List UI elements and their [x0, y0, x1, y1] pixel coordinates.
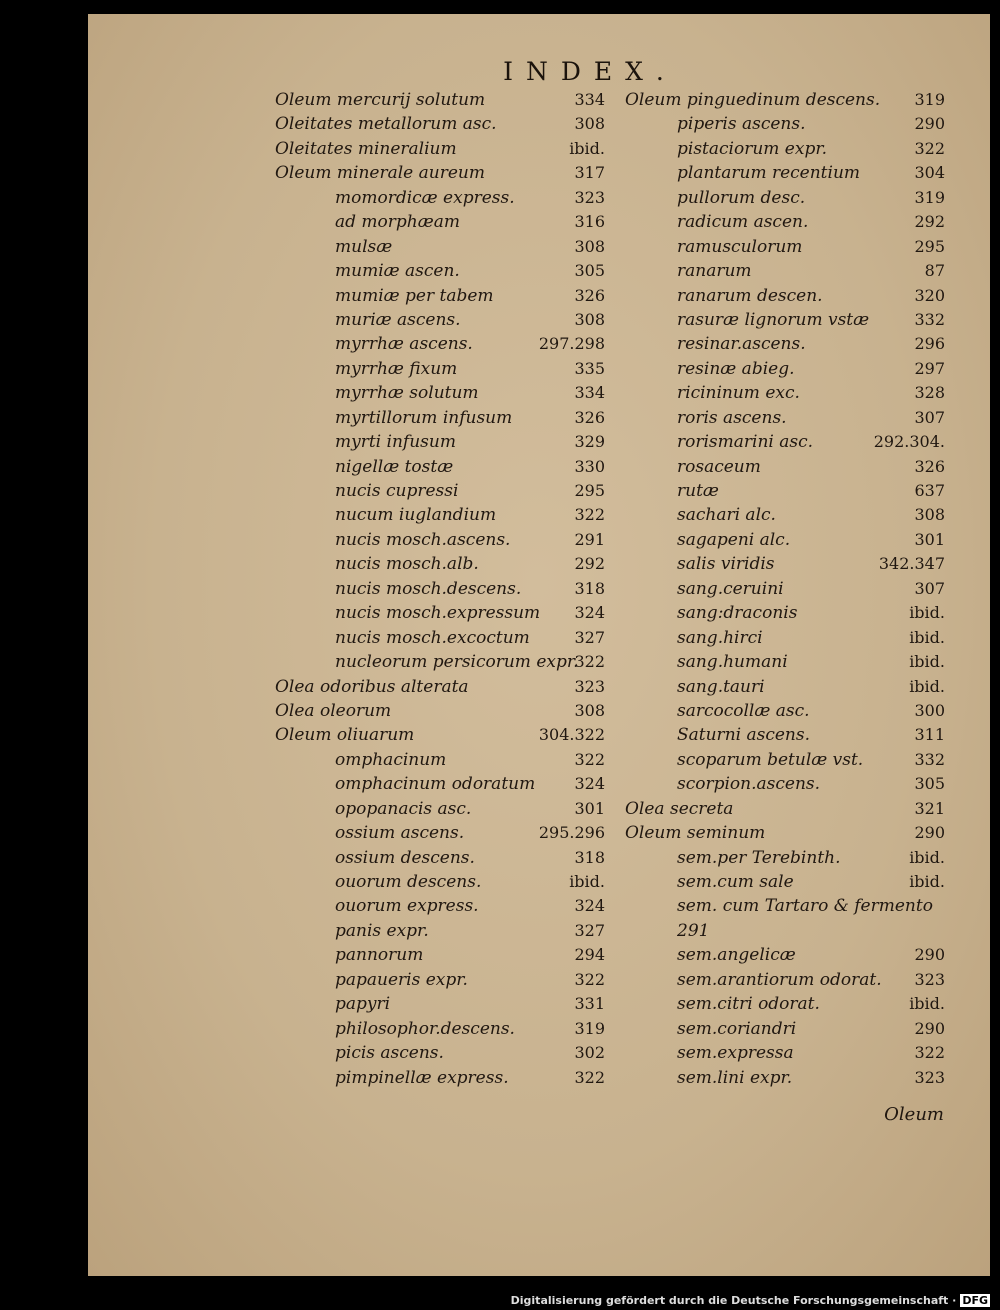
entry-page: 335: [574, 358, 605, 378]
entry-label: sem. cum Tartaro & fermento: [677, 896, 933, 917]
entry-label: rorismarini asc.: [677, 432, 814, 453]
entry-page: 322: [574, 969, 605, 989]
entry-page: 328: [914, 383, 945, 403]
index-entry: [625, 235, 945, 259]
entry-page: ibid.: [909, 847, 945, 867]
entry-page: ibid.: [909, 872, 945, 891]
entry-label: pannorum: [335, 945, 424, 966]
entry-label: rutæ: [677, 481, 719, 501]
entry-page: 292.304.: [873, 432, 945, 452]
entry-page: 87: [924, 261, 945, 281]
entry-label: papaueris expr.: [335, 969, 468, 990]
entry-page: 295: [574, 481, 605, 500]
entry-label: panis expr.: [335, 920, 429, 941]
index-entry: [275, 284, 605, 308]
index-entry: [625, 528, 945, 552]
entry-page: 318: [574, 578, 605, 598]
entry-label: ossium ascens.: [335, 823, 465, 844]
index-entry: [625, 503, 945, 527]
entry-page: 291: [574, 529, 605, 549]
index-entry: [275, 406, 605, 430]
index-entry: [625, 137, 945, 161]
index-entry: [275, 528, 605, 552]
index-entry: [625, 675, 945, 699]
entry-label: myrtillorum infusum: [335, 407, 513, 428]
entry-label: nucis mosch.excoctum: [335, 627, 530, 648]
index-entry: [625, 943, 945, 967]
index-entry: [275, 259, 605, 283]
index-entry: [275, 870, 605, 894]
index-entry: [275, 748, 605, 772]
entry-page: 292: [574, 554, 605, 574]
entry-label: ossium descens.: [335, 847, 475, 868]
entry-page: 322: [914, 1043, 945, 1063]
entry-label: nucis mosch.descens.: [335, 578, 522, 599]
entry-label: momordicæ express.: [335, 187, 515, 208]
index-entry: [625, 626, 945, 650]
entry-page: 326: [574, 285, 605, 305]
index-entry: [625, 894, 945, 918]
index-entry: [275, 137, 605, 161]
entry-page: 304: [914, 163, 945, 183]
entry-page: 316: [574, 212, 605, 232]
entry-page: 304.322: [538, 725, 605, 745]
index-entry: [625, 846, 945, 870]
index-entry: [625, 748, 945, 772]
index-entry: [625, 577, 945, 601]
index-entry: [275, 332, 605, 356]
index-entry: [275, 968, 605, 992]
index-entry: [275, 503, 605, 527]
entry-label: roris ascens.: [677, 407, 787, 428]
entry-page: 322: [574, 749, 605, 769]
entry-label: Oleitates mineralium: [275, 138, 457, 159]
index-entry: [275, 430, 605, 454]
entry-label: muriæ ascens.: [335, 309, 461, 330]
digitization-footer: [511, 1294, 990, 1307]
index-entry: [625, 870, 945, 894]
index-entry: [625, 259, 945, 283]
index-entry: [625, 1017, 945, 1041]
entry-label: pistaciorum expr.: [677, 138, 827, 159]
entry-page: ibid.: [909, 603, 945, 623]
index-entry: [625, 430, 945, 454]
entry-label: ouorum express.: [335, 896, 479, 917]
entry-label: pimpinellæ express.: [335, 1067, 509, 1088]
entry-page: 318: [574, 847, 605, 867]
index-entry: [275, 186, 605, 210]
index-entry: [275, 846, 605, 870]
index-entry: [625, 357, 945, 381]
entry-page: 290: [914, 945, 945, 965]
entry-page: 321: [914, 798, 945, 818]
entry-label: sem.citri odorat.: [677, 994, 820, 1015]
entry-page: 290: [914, 823, 945, 843]
entry-label: nucis mosch.expressum: [335, 603, 541, 624]
entry-label: 291: [677, 920, 710, 941]
entry-page: 334: [574, 383, 605, 403]
index-entry: [275, 1066, 605, 1090]
entry-label: Olea odoribus alterata: [275, 676, 469, 697]
index-entry: [275, 821, 605, 845]
index-entry: [625, 919, 945, 943]
entry-label: nucum iuglandium: [335, 505, 497, 526]
entry-label: sang.ceruini: [677, 578, 784, 599]
index-entry: [275, 455, 605, 479]
index-entry: [275, 161, 605, 185]
index-entry: [625, 723, 945, 747]
entry-label: papyri: [335, 994, 391, 1015]
entry-page: 332: [914, 309, 945, 329]
entry-page: 322: [574, 1067, 605, 1087]
entry-page: 319: [914, 187, 945, 207]
entry-page: 296: [914, 334, 945, 354]
index-entry: [275, 650, 605, 674]
entry-label: sem.angelicæ: [677, 945, 796, 966]
entry-page: 295: [914, 236, 945, 256]
entry-page: 300: [914, 700, 945, 720]
index-column-left: [275, 88, 605, 1090]
entry-page: 334: [574, 90, 605, 109]
entry-page: 305: [574, 261, 605, 281]
entry-page: 323: [914, 969, 945, 989]
entry-page: 305: [914, 774, 945, 794]
index-entry: [625, 772, 945, 796]
index-entry: [275, 88, 605, 112]
entry-label: ramusculorum: [677, 236, 803, 257]
entry-label: Oleitates metallorum asc.: [275, 114, 497, 135]
entry-label: ouorum descens.: [335, 872, 482, 892]
entry-label: Olea oleorum: [275, 700, 392, 721]
catchword: Oleum: [884, 1104, 944, 1125]
entry-label: sang.tauri: [677, 676, 765, 697]
index-entry: [625, 284, 945, 308]
index-entry: [625, 381, 945, 405]
index-entry: [275, 1041, 605, 1065]
index-entry: [275, 601, 605, 625]
index-entry: [625, 1066, 945, 1090]
entry-page: 295.296: [538, 823, 605, 843]
entry-page: 331: [574, 994, 605, 1014]
entry-page: 308: [574, 309, 605, 329]
index-entry: [275, 552, 605, 576]
entry-page: 317: [574, 163, 605, 183]
entry-page: 320: [914, 285, 945, 305]
entry-label: ricininum exc.: [677, 383, 800, 404]
entry-label: scorpion.ascens.: [677, 774, 821, 795]
entry-page: 324: [574, 603, 605, 623]
entry-page: 308: [574, 700, 605, 720]
index-entry: [625, 455, 945, 479]
entry-label: piperis ascens.: [677, 114, 806, 135]
index-entry: [625, 1041, 945, 1065]
index-column-right: [625, 88, 945, 1090]
entry-label: sem.per Terebinth.: [677, 847, 841, 868]
entry-page: 326: [574, 407, 605, 427]
entry-page: 322: [914, 138, 945, 158]
index-entry: [275, 626, 605, 650]
entry-page: 311: [914, 725, 945, 745]
entry-page: 323: [914, 1067, 945, 1087]
dfg-logo: DFG: [962, 1294, 988, 1307]
index-entry: [275, 235, 605, 259]
footer-text: Digitalisierung gefördert durch die Deutsche Forschungsgemeinschaft ·: [510, 1294, 957, 1307]
entry-page: 302: [574, 1043, 605, 1063]
entry-page: 322: [574, 505, 605, 525]
entry-page: 326: [914, 456, 945, 476]
index-entry: [625, 210, 945, 234]
entry-page: ibid.: [909, 676, 945, 696]
entry-page: 323: [574, 676, 605, 696]
entry-page: 290: [914, 1018, 945, 1038]
index-entry: [275, 772, 605, 796]
index-entry: [275, 357, 605, 381]
entry-page: ibid.: [909, 994, 945, 1014]
entry-page: 637: [914, 481, 945, 500]
entry-label: nucis mosch.ascens.: [335, 529, 511, 550]
index-entry: [275, 943, 605, 967]
index-entry: [625, 821, 945, 845]
entry-label: opopanacis asc.: [335, 798, 472, 819]
entry-label: myrrhæ solutum: [335, 383, 479, 404]
entry-label: salis viridis: [677, 554, 775, 575]
index-entry: [275, 308, 605, 332]
entry-label: ranarum descen.: [677, 285, 823, 306]
index-entry: [625, 161, 945, 185]
entry-label: Saturni ascens.: [677, 725, 810, 746]
entry-label: plantarum recentium: [677, 163, 861, 184]
entry-page: 324: [574, 896, 605, 916]
index-entry: [275, 1017, 605, 1041]
entry-label: Oleum oliuarum: [275, 725, 415, 746]
entry-label: resinar.ascens.: [677, 334, 806, 355]
index-entry: [625, 479, 945, 503]
entry-page: 294: [574, 945, 605, 965]
entry-page: 319: [914, 90, 945, 109]
index-entry: [625, 797, 945, 821]
entry-page: ibid.: [909, 627, 945, 647]
entry-label: nucis cupressi: [335, 481, 459, 501]
entry-label: sem.lini expr.: [677, 1067, 793, 1088]
entry-page: 290: [914, 114, 945, 134]
entry-label: nucleorum persicorum expr.: [335, 652, 579, 673]
entry-page: 319: [574, 1018, 605, 1038]
entry-page: 324: [574, 774, 605, 794]
entry-page: 308: [914, 505, 945, 525]
index-entry: [275, 797, 605, 821]
entry-page: 301: [914, 529, 945, 549]
entry-label: sang.humani: [677, 652, 788, 673]
entry-page: 323: [574, 187, 605, 207]
entry-label: nucis mosch.alb.: [335, 554, 479, 575]
entry-label: myrrhæ ascens.: [335, 334, 473, 355]
entry-label: resinæ abieg.: [677, 358, 795, 379]
entry-label: ad morphæam: [335, 212, 460, 233]
entry-label: mumiæ ascen.: [335, 261, 460, 282]
entry-label: omphacinum odoratum: [335, 774, 536, 795]
index-entry: [275, 210, 605, 234]
entry-page: ibid.: [569, 872, 605, 891]
entry-label: myrti infusum: [335, 432, 456, 453]
entry-label: sem.coriandri: [677, 1018, 797, 1039]
index-entry: [625, 186, 945, 210]
entry-label: philosophor.descens.: [335, 1018, 515, 1039]
index-entry: [275, 699, 605, 723]
entry-label: sang:draconis: [677, 603, 798, 624]
entry-page: ibid.: [569, 138, 605, 158]
entry-label: sarcocollæ asc.: [677, 700, 810, 721]
entry-page: 327: [574, 920, 605, 940]
entry-label: scoparum betulæ vst.: [677, 749, 864, 770]
entry-page: 307: [914, 578, 945, 598]
page-header: INDEX.: [503, 57, 677, 86]
index-entry: [275, 112, 605, 136]
entry-page: 308: [574, 236, 605, 256]
index-entry: [625, 112, 945, 136]
entry-page: 330: [574, 456, 605, 476]
entry-label: sachari alc.: [677, 505, 776, 526]
index-entry: [275, 894, 605, 918]
entry-page: 307: [914, 407, 945, 427]
entry-label: rosaceum: [677, 456, 761, 477]
index-entry: [625, 308, 945, 332]
index-entry: [625, 406, 945, 430]
entry-label: sem.expressa: [677, 1043, 794, 1064]
entry-label: ranarum: [677, 261, 752, 282]
index-entry: [275, 577, 605, 601]
entry-label: sang.hirci: [677, 627, 763, 648]
entry-label: sem.arantiorum odorat.: [677, 969, 882, 990]
entry-label: picis ascens.: [335, 1043, 444, 1064]
entry-page: ibid.: [909, 652, 945, 672]
index-entry: [275, 479, 605, 503]
entry-page: 308: [574, 114, 605, 134]
entry-label: sagapeni alc.: [677, 529, 791, 550]
entry-page: 332: [914, 749, 945, 769]
index-entry: [275, 675, 605, 699]
entry-label: sem.cum sale: [677, 872, 794, 892]
index-entry: [625, 650, 945, 674]
entry-page: 292: [914, 212, 945, 232]
entry-label: mulsæ: [335, 236, 393, 257]
entry-label: myrrhæ fixum: [335, 358, 458, 379]
index-entry: [625, 699, 945, 723]
entry-label: rasuræ lignorum vstæ: [677, 309, 870, 330]
index-entry: [275, 723, 605, 747]
entry-label: omphacinum: [335, 749, 447, 770]
entry-label: radicum ascen.: [677, 212, 809, 233]
entry-page: 297.298: [538, 334, 605, 354]
entry-label: Oleum pinguedinum descens.: [625, 90, 881, 110]
entry-label: nigellæ tostæ: [335, 456, 454, 477]
index-entry: [275, 381, 605, 405]
index-entry: [625, 968, 945, 992]
index-entry: [275, 992, 605, 1016]
index-entry: [275, 919, 605, 943]
entry-page: 297: [914, 358, 945, 378]
index-entry: [625, 992, 945, 1016]
entry-page: 322: [574, 652, 605, 672]
entry-label: pullorum desc.: [677, 187, 806, 208]
entry-page: 301: [574, 798, 605, 818]
entry-page: 327: [574, 627, 605, 647]
entry-label: Oleum mercurij solutum: [275, 90, 486, 110]
entry-label: Oleum seminum: [625, 823, 766, 844]
entry-page: 342.347: [878, 554, 945, 574]
entry-label: Oleum minerale aureum: [275, 163, 485, 184]
index-entry: [625, 88, 945, 112]
index-entry: [625, 601, 945, 625]
entry-label: Olea secreta: [625, 798, 734, 819]
index-entry: [625, 332, 945, 356]
index-entry: [625, 552, 945, 576]
entry-page: 329: [574, 432, 605, 452]
entry-label: mumiæ per tabem: [335, 285, 494, 306]
